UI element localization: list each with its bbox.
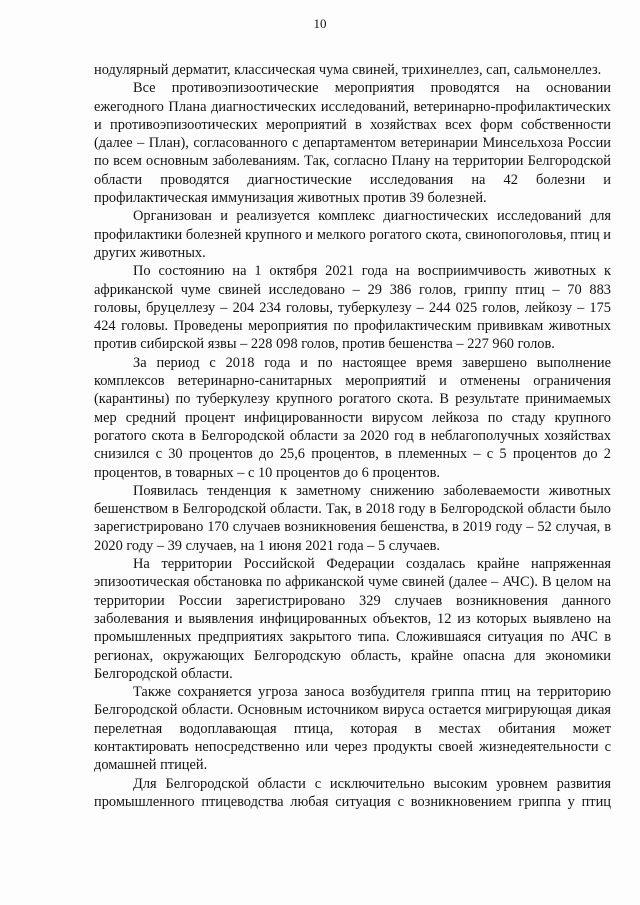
paragraph-antiepizootic-plan: Все противоэпизоотические мероприятия проводятся на основании ежегодного Плана диагностических исследований, ветеринарно-профилактических и противоэпизоотических мероприятий в хозяйствах всех форм собственности (далее – План), согласованного с департаментом ветеринарии Минсельхоза России по всем основным заболеваниям. Так, согласно Плану на территории Белгородской области проводятся диагностические исследования на 42 болезни и профилактическая иммунизация животных против 39 болезней. (94, 80, 611, 207)
paragraph-diseases-list-end: нодулярный дерматит, классическая чума свиней, трихинеллез, сап, сальмонеллез. (94, 62, 602, 78)
paragraph-tuberculosis-leukosis: За период с 2018 года и по настоящее время завершено выполнение комплексов ветеринарно-санитарных мероприятий и отменены ограничения (карантины) по туберкулезу крупного рогатого скота. В результате принимаемых мер средний процент инфицированности вирусом лейкоза по стаду крупного рогатого скота в Белгородской области за 2020 год в неблагополучных хозяйствах снизился с 30 процентов до 25,6 процентов, в племенных – с 5 процентов до 2 процентов, в товарных – с 10 процентов до 6 процентов. (94, 354, 611, 481)
paragraph-testing-statistics: По состоянию на 1 октября 2021 года на восприимчивость животных к африканской чуме свиней исследовано – 29 386 голов, гриппу птиц – 70 883 головы, бруцеллезу – 204 234 головы, туберкулезу – 244 025 голов, лейкозу – 175 424 головы. Проведены мероприятия по профилактическим прививкам животных против сибирской язвы – 228 098 голов, против бешенства – 227 960 голов. (94, 263, 611, 353)
paragraph-african-swine-fever: На территории Российской Федерации создалась крайне напряженная эпизоотическая обстановка по африканской чуме свиней (далее – АЧС). В целом на территории России зарегистрировано 329 случаев возникновения данного заболевания и выявления инфицированных объектов, 12 из которых выявлено на промышленных предприятиях закрытого типа. Сложившаяся ситуация по АЧС в регионах, окружающих Белгородскую область, крайне опасна для экономики Белгородской области. (94, 556, 611, 682)
page-number: 10 (313, 16, 327, 31)
paragraph-poultry-industry: Для Белгородской области с исключительно высоким уровнем развития промышленного птицеводства любая ситуация с возникновением гриппа у птиц (94, 775, 611, 810)
paragraph-diagnostic-complex: Организован и реализуется комплекс диагностических исследований для профилактики болезней крупного и мелкого рогатого скота, свинопоголовья, птиц и других животных. (94, 208, 611, 261)
paragraph-rabies-trend: Появилась тенденция к заметному снижению заболеваемости животных бешенством в Белгородской области. Так, в 2018 году в Белгородской области было зарегистрировано 170 случаев возникновения бешенства, в 2019 году – 52 случая, в 2020 году – 39 случаев, на 1 июня 2021 года – 5 случаев. (94, 482, 611, 554)
document-body (94, 61, 611, 811)
paragraph-avian-influenza-threat: Также сохраняется угроза заноса возбудителя гриппа птиц на территорию Белгородской области. Основным источником вируса остается мигрирующая дикая перелетная водоплавающая птица, которая в местах обитания может контактировать непосредственно или через продукты своей жизнедеятельности с домашней птицей. (94, 684, 611, 774)
